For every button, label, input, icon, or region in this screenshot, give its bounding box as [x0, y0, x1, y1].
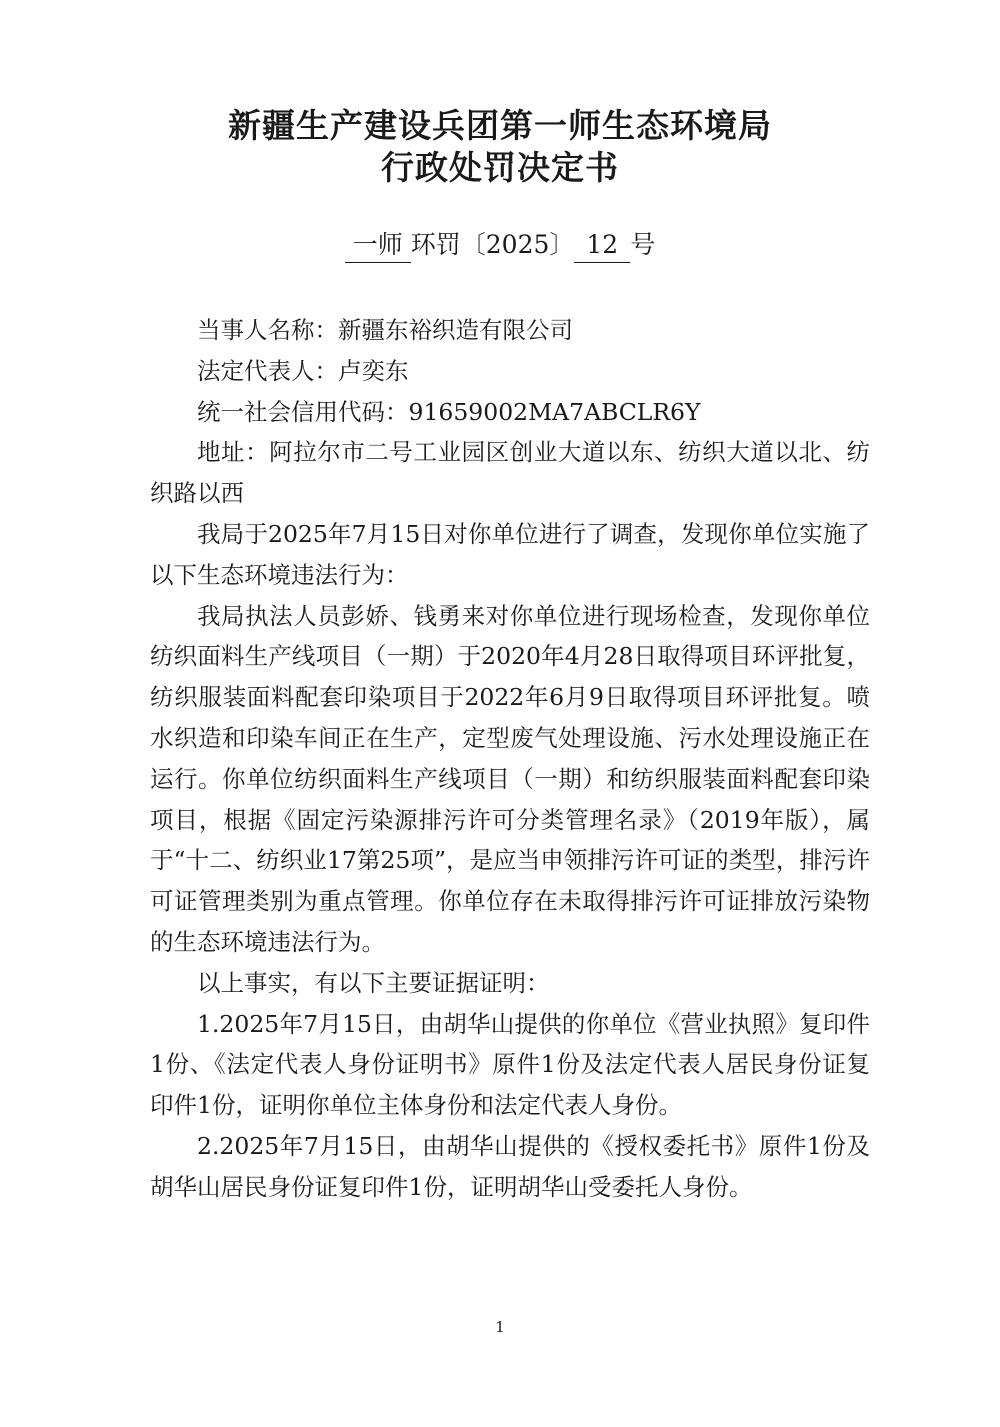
- doc-number-suffix: 号: [630, 230, 656, 259]
- doc-number-type: 环罚: [410, 230, 461, 259]
- paragraph-investigation: 我局于2025年7月15日对你单位进行了调查，发现你单位实施了以下生态环境违法行为：: [150, 519, 870, 589]
- document-number: [0, 226, 1000, 264]
- document-body: [150, 310, 870, 1208]
- party-name: 当事人名称：新疆东裕织造有限公司: [197, 316, 573, 344]
- paragraph-evidence-2: 2.2025年7月15日，由胡华山提供的《授权委托书》原件1份及胡华山居民身份证复印件1份，证明胡华山受委托人身份。: [150, 1131, 870, 1201]
- doc-number-year: 〔2025〕: [460, 230, 575, 259]
- party-legal-rep: 法定代表人：卢奕东: [197, 356, 409, 385]
- paragraph-evidence-intro: 以上事实，有以下主要证据证明：: [197, 968, 550, 997]
- paragraph-evidence-1: 1.2025年7月15日，由胡华山提供的你单位《营业执照》复印件1份、《法定代表人身份证明书》原件1份及法定代表人居民身份证复印件1份，证明你单位主体身份和法定代表人身份。: [150, 1009, 870, 1120]
- document-title-line1: 新疆生产建设兵团第一师生态环境局: [228, 106, 772, 145]
- party-address: 地址：阿拉尔市二号工业园区创业大道以东、纺织大道以北、纺织路以西: [150, 438, 870, 508]
- page-number: 1: [495, 1318, 505, 1336]
- paragraph-inspection: 我局执法人员彭娇、钱勇来对你单位进行现场检查，发现你单位纺织面料生产线项目（一期）于2020年4月28日取得项目环评批复，纺织服装面料配套印染项目于2022年6月9日取得项目环评批复。喷水织造和印染车间正在生产，定型废气处理设施、污水处理设施正在运行。你单位纺织面料生产线项目（一期）和纺织服装面料配套印染项目，根据《固定污染源排污许可分类管理名录》（2019年版），属于“十二、纺织业17第25项”，是应当申领排污许可证的类型，排污许可证管理类别为重点管理。你单位存在未取得排污许可证排放污染物的生态环境违法行为。: [150, 601, 870, 956]
- doc-number-issuer: 一师: [345, 228, 411, 263]
- doc-number-value: 12: [574, 228, 630, 263]
- document-title-line2: 行政处罚决定书: [381, 148, 619, 187]
- party-credit-code: 统一社会信用代码：91659002MA7ABCLR6Y: [197, 397, 701, 426]
